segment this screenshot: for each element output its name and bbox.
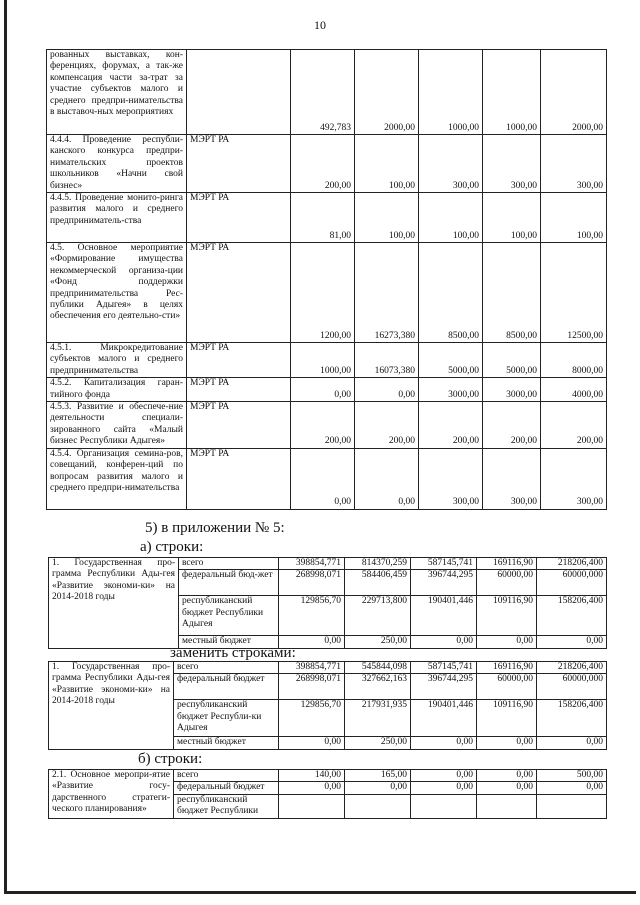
funding-source-label: всего	[179, 558, 279, 570]
funding-source-label: федеральный бюд-жет	[179, 570, 279, 596]
value-cell: 300,00	[541, 448, 607, 509]
value-cell: 0,00	[411, 782, 477, 794]
table-row	[47, 343, 607, 378]
value-cell: 0,00	[355, 448, 419, 509]
value-cell: 60000,00	[477, 674, 537, 700]
value-cell: 545844,098	[345, 662, 411, 674]
value-cell: 500,00	[537, 770, 607, 782]
value-cell: 0,00	[345, 782, 411, 794]
value-cell: 16073,380	[355, 343, 419, 378]
value-cell: 12500,00	[541, 243, 607, 343]
value-cell: 250,00	[345, 737, 411, 749]
value-cell: 0,00	[477, 636, 537, 648]
value-cell	[279, 794, 345, 818]
measure-description: 4.4.4. Проведение республи-канского конкурса предпри-нимательских проектов школьников «Начни свой бизнес»	[47, 135, 187, 193]
value-cell: 0,00	[537, 782, 607, 794]
value-cell: 396744,295	[411, 570, 477, 596]
value-cell: 0,00	[537, 737, 607, 749]
value-cell: 2000,00	[541, 50, 607, 135]
value-cell: 169116,90	[477, 558, 537, 570]
value-cell: 60000,00	[477, 570, 537, 596]
program-cell: 2.1. Основное меропри-ятие «Развитие госу-дарственного стратеги-ческого планирования»	[49, 770, 174, 819]
executor-cell: МЭРТ РА	[187, 193, 291, 243]
value-cell: 327662,163	[345, 674, 411, 700]
value-cell: 0,00	[291, 378, 355, 402]
value-cell: 300,00	[541, 135, 607, 193]
table-row	[47, 50, 607, 135]
value-cell: 300,00	[483, 448, 541, 509]
executor-cell: МЭРТ РА	[187, 343, 291, 378]
value-cell: 300,00	[483, 135, 541, 193]
value-cell: 200,00	[541, 402, 607, 449]
table-row	[47, 243, 607, 343]
value-cell: 218206,400	[537, 662, 607, 674]
funding-source-label: местный бюджет	[179, 636, 279, 648]
executor-cell: МЭРТ РА	[187, 448, 291, 509]
value-cell: 814370,259	[345, 558, 411, 570]
value-cell: 158206,400	[537, 700, 607, 737]
value-cell: 1000,00	[419, 50, 483, 135]
executor-cell	[187, 50, 291, 135]
executor-cell: МЭРТ РА	[187, 402, 291, 449]
table-row	[49, 558, 607, 570]
value-cell: 0,00	[537, 636, 607, 648]
program-cell: 1. Государственная про-грамма Республики Ады-гея «Развитие экономи-ки» на 2014-2018 годы	[49, 558, 179, 649]
table-row	[47, 135, 607, 193]
value-cell: 0,00	[355, 378, 419, 402]
program-cell: 1. Государственная про-грамма Республики Ады-гея «Развитие экономи-ки» на 2014-2018 годы	[49, 662, 174, 750]
value-cell: 200,00	[483, 402, 541, 449]
value-cell: 0,00	[279, 737, 345, 749]
value-cell: 0,00	[477, 782, 537, 794]
measure-description: 4.5.2. Капитализация гаран-тийного фонда	[47, 378, 187, 402]
value-cell: 81,00	[291, 193, 355, 243]
value-cell: 217931,935	[345, 700, 411, 737]
value-cell: 200,00	[291, 135, 355, 193]
value-cell: 1200,00	[291, 243, 355, 343]
measure-description: 4.5.1. Микрокредитование субъектов малого и среднего предпринимательства	[47, 343, 187, 378]
measure-description: рованных выставках, кон-ференциях, форумах, а так-же компенсация части за-трат за участие субъектов малого и среднего предпри-нимательства в выставоч-ных мероприятиях	[47, 50, 187, 135]
value-cell: 109116,90	[477, 700, 537, 737]
value-cell: 129856,70	[279, 700, 345, 737]
main-table	[46, 49, 607, 510]
value-cell: 190401,446	[411, 596, 477, 636]
value-cell: 0,00	[279, 782, 345, 794]
measure-description: 4.5.4. Организация семина-ров, совещаний, конферен-ций по вопросам развития малого и среднего предпри-нимательства	[47, 448, 187, 509]
value-cell: 587145,741	[411, 662, 477, 674]
table-a	[48, 557, 607, 649]
value-cell: 5000,00	[483, 343, 541, 378]
value-cell: 100,00	[541, 193, 607, 243]
funding-source-label: всего	[174, 662, 279, 674]
table-row	[47, 378, 607, 402]
value-cell: 5000,00	[419, 343, 483, 378]
funding-source-label: республиканский бюджет Республи-ки Адыгея	[174, 700, 279, 737]
value-cell: 587145,741	[411, 558, 477, 570]
table-b	[48, 661, 607, 750]
table-row	[47, 402, 607, 449]
heading-b: б) строки:	[138, 751, 203, 767]
value-cell: 60000,000	[537, 674, 607, 700]
value-cell: 396744,295	[411, 674, 477, 700]
value-cell: 16273,380	[355, 243, 419, 343]
value-cell: 300,00	[419, 448, 483, 509]
heading-replace: заменить строками:	[170, 645, 296, 661]
value-cell: 8000,00	[541, 343, 607, 378]
value-cell: 169116,90	[477, 662, 537, 674]
funding-source-label: всего	[174, 770, 279, 782]
value-cell: 398854,771	[279, 558, 345, 570]
value-cell: 190401,446	[411, 700, 477, 737]
value-cell: 1000,00	[291, 343, 355, 378]
value-cell: 100,00	[355, 135, 419, 193]
table-row	[47, 448, 607, 509]
value-cell: 3000,00	[483, 378, 541, 402]
value-cell: 129856,70	[279, 596, 345, 636]
value-cell	[537, 794, 607, 818]
funding-source-label: местный бюджет	[174, 737, 279, 749]
value-cell: 0,00	[291, 448, 355, 509]
table-row	[47, 193, 607, 243]
funding-source-label: федеральный бюджет	[174, 782, 279, 794]
measure-description: 4.5.3. Развитие и обеспече-ние деятельности специали-зированного сайта «Малый бизнес Республики Адыгея»	[47, 402, 187, 449]
value-cell: 165,00	[345, 770, 411, 782]
table-row	[49, 770, 607, 782]
value-cell: 2000,00	[355, 50, 419, 135]
value-cell: 8500,00	[419, 243, 483, 343]
value-cell: 268998,071	[279, 570, 345, 596]
value-cell: 250,00	[345, 636, 411, 648]
value-cell: 200,00	[355, 402, 419, 449]
value-cell: 218206,400	[537, 558, 607, 570]
value-cell: 158206,400	[537, 596, 607, 636]
value-cell	[477, 794, 537, 818]
value-cell: 100,00	[419, 193, 483, 243]
value-cell: 300,00	[419, 135, 483, 193]
value-cell: 100,00	[355, 193, 419, 243]
table-row	[49, 662, 607, 674]
value-cell: 109116,90	[477, 596, 537, 636]
value-cell: 0,00	[477, 737, 537, 749]
heading-appendix: 5) в приложении № 5:	[145, 520, 285, 536]
value-cell: 0,00	[411, 636, 477, 648]
value-cell: 584406,459	[345, 570, 411, 596]
value-cell	[345, 794, 411, 818]
value-cell: 268998,071	[279, 674, 345, 700]
value-cell: 200,00	[419, 402, 483, 449]
page-border-bottom	[4, 891, 636, 894]
value-cell: 8500,00	[483, 243, 541, 343]
page-number: 10	[314, 18, 326, 32]
value-cell: 0,00	[279, 636, 345, 648]
executor-cell: МЭРТ РА	[187, 243, 291, 343]
value-cell: 4000,00	[541, 378, 607, 402]
value-cell: 3000,00	[419, 378, 483, 402]
value-cell: 200,00	[291, 402, 355, 449]
table-c	[48, 769, 607, 819]
executor-cell: МЭРТ РА	[187, 378, 291, 402]
executor-cell: МЭРТ РА	[187, 135, 291, 193]
value-cell: 0,00	[477, 770, 537, 782]
value-cell: 492,783	[291, 50, 355, 135]
page-border-left	[4, 0, 7, 893]
funding-source-label: республиканский бюджет Республики	[174, 794, 279, 818]
value-cell: 398854,771	[279, 662, 345, 674]
value-cell: 60000,000	[537, 570, 607, 596]
value-cell: 0,00	[411, 737, 477, 749]
value-cell: 229713,800	[345, 596, 411, 636]
measure-description: 4.5. Основное мероприятие «Формирование имущества некоммерческой организа-ции «Фонд поддержки предпринимательства Рес-публики Адыгея» в целях обеспечения его деятельно-сти»	[47, 243, 187, 343]
value-cell: 0,00	[411, 770, 477, 782]
value-cell: 140,00	[279, 770, 345, 782]
value-cell: 1000,00	[483, 50, 541, 135]
value-cell	[411, 794, 477, 818]
funding-source-label: республиканский бюджет Республики Адыгея	[179, 596, 279, 636]
measure-description: 4.4.5. Проведение монито-ринга развития малого и среднего предприниматель-ства	[47, 193, 187, 243]
value-cell: 100,00	[483, 193, 541, 243]
funding-source-label: федеральный бюджет	[174, 674, 279, 700]
heading-a: а) строки:	[140, 539, 204, 555]
